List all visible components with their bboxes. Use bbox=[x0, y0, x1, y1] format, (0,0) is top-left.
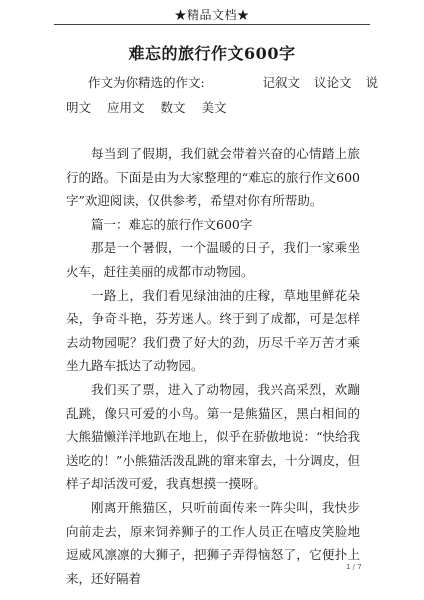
category-list-continued bbox=[66, 98, 227, 116]
category-item: 明文 bbox=[66, 100, 92, 115]
page-number: 1 / 7 bbox=[346, 563, 362, 571]
paragraph: 每当到了假期，我们就会带着兴奋的心情踏上旅行的路。下面是由为大家整理的“难忘的旅行作文600字”欢迎阅读，仅供参考，希望对你有所帮助。 bbox=[66, 146, 360, 209]
intro-lead: 作文为你精选的作文: bbox=[88, 75, 205, 90]
paragraph: 刚离开熊猫区，只听前面传来一阵尖叫，我快步向前走去，原来饲养狮子的工作人员正在嘻皮笑脸地逗威风凛凛的大狮子，把狮子弄得恼怒了，它便扑上来，还好隔着 bbox=[66, 499, 360, 586]
header-mark: ★精品文档★ bbox=[174, 8, 250, 22]
category-item: 应用文 bbox=[107, 100, 145, 115]
category-item: 记叙文 bbox=[262, 75, 300, 90]
category-item: 议论文 bbox=[313, 75, 352, 90]
page-title: 难忘的旅行作文600字 bbox=[128, 44, 296, 63]
category-item: 数文 bbox=[160, 100, 186, 115]
section-heading: 篇一：难忘的旅行作文600字 bbox=[91, 216, 253, 232]
category-item: 说 bbox=[365, 75, 378, 90]
paragraph: 一路上，我们看见绿油油的庄稼，草地里鲜花朵朵，争奇斗艳，芬芳迷人。终于到了成都，可是怎样去动物园呢？我们费了好大的劲，历尽千辛万苦才乘坐九路车抵达了动物园。 bbox=[66, 287, 360, 374]
header-divider bbox=[54, 24, 370, 25]
category-item: 美文 bbox=[201, 100, 227, 115]
intro-line bbox=[88, 73, 378, 91]
article-body bbox=[66, 142, 360, 590]
paragraph: 那是一个暑假，一个温暖的日子，我们一家乘坐火车，赶往美丽的成都市动物园。 bbox=[66, 240, 360, 279]
paragraph: 我们买了票，进入了动物园，我兴高采烈，欢蹦乱跳，像只可爱的小鸟。第一是熊猫区，黑白相间的大熊猫懒洋洋地趴在地上，似乎在骄傲地说：“快给我送吃的！”小熊猫活泼乱跳的窜来窜去，十分调皮，但样子却活泼可爱，我真想摸一摸呀。 bbox=[66, 381, 360, 492]
category-list bbox=[262, 73, 378, 91]
